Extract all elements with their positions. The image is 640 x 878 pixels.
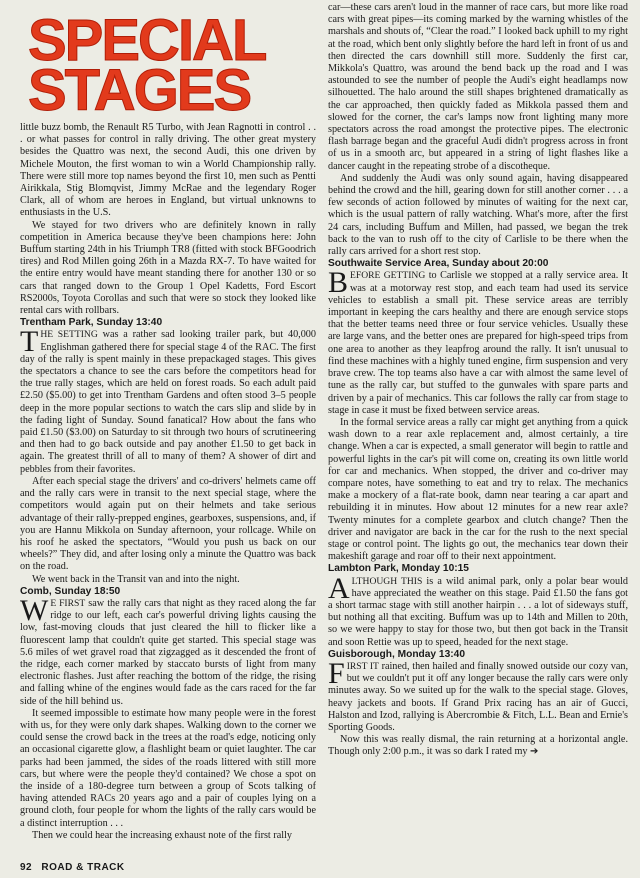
- section-heading-trentham: Trentham Park, Sunday 13:40: [20, 317, 163, 329]
- paragraph: [328, 734, 628, 758]
- drop-cap: F: [328, 656, 345, 690]
- section-opening-paragraph: [328, 266, 628, 416]
- left-column: [20, 2, 316, 860]
- section-heading-guisborough: Guisborough, Monday 13:40: [328, 648, 465, 660]
- small-caps-lead: E FIRST: [50, 597, 86, 609]
- headline-line-2: STAGES: [28, 58, 251, 123]
- magazine-name: ROAD & TRACK: [41, 862, 125, 873]
- small-caps-lead: EFORE GETTING: [350, 270, 426, 282]
- section-heading-lambton: Lambton Park, Monday 10:15: [328, 563, 469, 575]
- small-caps-lead: HE SETTING: [40, 329, 98, 341]
- drop-cap: W: [20, 593, 49, 627]
- section-heading-comb: Comb, Sunday 18:50: [20, 585, 121, 597]
- paragraph: Then we could hear the increasing exhaust note of the first rally: [32, 829, 292, 841]
- paragraph: We went back in the Transit van and into the night.: [32, 573, 240, 585]
- small-caps-lead: IRST IT: [346, 660, 379, 672]
- paragraph: After each special stage the drivers' and co-drivers' helmets came off and the rally cars were in transit to the next special stage, where the competitors would again put on their helmets and take serious advantage of their rally-prepped engines, gearboxes, suspensions, and, if you are Hannu Mikkola on Sunday afternoon, your rollcage. While on his roof he asked the spectators, “Would you push us back on our wheels?” They did, and after losing only a minute the Quattro was back on the road.: [20, 475, 316, 573]
- drop-cap: B: [328, 266, 349, 300]
- paragraph: It seemed impossible to estimate how many people were in the forest with us, for they were only dark shapes. Walking down to the corner we could sense the crowd back in the trees at the road's edge, noticing only an occasional cigarette glow, a flashlight beam or quiet laughter. The car parks had been jammed, the sides of the roads littered with still more cars, but where were the people they'd contained? We chose a spot on the inside of a 180-degree turn between a group of Scots talking of having attended RACs 20 years ago and a pair of couples lying on a ground cloth, four people for whom the lights of the rally cars would be a distinct interruption . . .: [20, 707, 316, 829]
- continued-arrow-icon: ➔: [530, 746, 539, 758]
- page-footer: [20, 862, 125, 873]
- paragraph-text: rained, then hailed and finally snowed outside our cozy van, but we couldn't put it off any longer because the rally cars were only minutes away. So we suited up for the walk to the special stage. Gloves, heavy jackets and boots. If Grand Prix racing has an air of Gucci, Halston and Izod, rallying is Abercrombie & Fitch, L.L. Bean and Ernie's Sporting Goods.: [328, 660, 628, 733]
- paragraph: We stayed for two drivers who are definitely known in rally competition in America because they've been champions here: John Buffum starting 24th in his Triumph TR8 (fitted with stock BFGoodrich tires) and Rod Millen going 26th in a Mazda RX-7. To have waited for the entire entry would have meant standing there for another 130 or so cars that ranged down to the Group 1 Opel Kadetts, Ford Escort RS2000s, Toyota Corollas and such that were so stock they looked like rental cars with rollbars.: [20, 219, 316, 317]
- drop-cap: A: [328, 571, 350, 605]
- paragraph-text: to Carlisle we stopped at a rally service area. It was at a motorway rest stop, and each team had used its service vehicles to establish a small pit. These service areas are terribly important in keeping the cars healthy and there are enough service stops that the better teams need three or four service vehicles. Usually these are large vans, and the better ones are prepared for high-speed trips from one area to another as they leapfrog around the rally. It isn't unusual to find these machines with a highly tuned engine, firm suspension and very brave crew. The top teams also have a car with almost the same level of tune as the rally car, but stuffed to the gunwales with spare parts and driven by a pair of mechanics. This car follows the rally car from stage to stage in case it must be fixed between service areas.: [328, 270, 628, 416]
- paragraph: little buzz bomb, the Renault R5 Turbo, with Jean Ragnotti in control . . . or what passes for control in rally driving. The other great mystery besides the Quattro was next, the second Audi, this one driven by Michele Mouton, the first woman to win a World Championship rally. There were still more top names beyond the first 10, men such as Pentti Airikkala, Stig Blomqvist, Jimmy McRae and the legendary Roger Clark, all of whom are heroes in England, but virtual unknowns to enthusiasts in the U.S.: [20, 122, 316, 219]
- section-opening-paragraph: [20, 325, 316, 475]
- paragraph-text: is a wild animal park, only a polar bear would have appreciated the weather on this stage. Paid £1.50 the fans got a short tarmac stage with still another hairpin . . . a lot of sideways stuff, but nothing all that exciting. Buffum was up to 14th and Millen to 20th, so we were happy to stay for those two, but then got back in the Transit and soon Rettie was up to speed, headed for the next stage.: [328, 575, 628, 648]
- paragraph-text: was a rather sad looking trailer park, but 40,000 Englishman gathered there for special stage 4 of the RAC. The first day of the rally is spent mainly in these prepackaged stages. This gives the spectators a chance to see the cars before the competitors head for the true rally stages, which are held on forest roads. So each adult paid £2.50 ($5.00) to get into Trentham Gardens and often stood 3–5 people deep in the more popular sections to watch the cars slip and slide by in the fading light of Sunday. Sound fanatical? How about the fans who paid £1.50 ($3.00) on Saturday to sit through two hours of scrutineering and then had to go back outside and pay another £1.50 to get back in again. The greatest thrill of all to many of them? A shower of dirt and pebbles from their favorites.: [20, 329, 316, 475]
- right-column: [328, 2, 628, 872]
- headline: [28, 8, 316, 123]
- section-heading-southwaite: Southwaite Service Area, Sunday about 20:00: [328, 258, 549, 270]
- paragraph: In the formal service areas a rally car might get anything from a quick wash down to a rear axle replacement and, almost certainly, a tire change. When a car is expected, a small generator will begin to rattle and powerful lights in the car's pit will come on, creating its own little world for car and mechanics. When stopped, the driver and co-driver may compare notes, have something to eat and try to relax. The mechanics make a mockery of a flat-rate book, damn near tearing a car apart and rebuilding it in minutes. How about 12 minutes for a new rear axle? Twenty minutes for a complete gearbox and clutch change? Then the driver and navigator are back in the car for the rush to the next special stage or control point. The lights go out, the mechanics tear down their makeshift garage and roar off to their next appointment.: [328, 416, 628, 563]
- section-opening-paragraph: [328, 656, 628, 734]
- paragraph-text: saw the rally cars that night as they raced along the far ridge to our left, each car's powerful driving lights causing the low, fast-moving clouds that just cleared the hill to flicker like a fluorescent lamp that couldn't quite get started. This special stage was 5.6 miles of wet gravel road that zigzagged as it descended the front of the ridge, each corner marked by staccato bursts of light from many electronic flashes. Just after reaching the bottom of the ridge, the rising and falling whine of the engines would fade as the cars raced for the far side of the hill behind us.: [20, 597, 316, 707]
- section-opening-paragraph: [20, 593, 316, 708]
- drop-cap: T: [20, 325, 39, 359]
- small-caps-lead: LTHOUGH THIS: [351, 575, 423, 587]
- paragraph: car—these cars aren't loud in the manner of race cars, but more like road cars with great pipes—its coming marked by the warning whistles of the marshals and shouts of, “Clear the road.” I looked back uphill to my right at the road, which bent only slightly before the hard left in front of us and then directed the cars downhill still more. Suddenly the first car, Mikkola's Quattro, was around the bend back up the road and I was astounded to see the number of people the Audi's eight headlamps now silhouetted. The halo around the still shapes brightened dramatically as the car approached, then quickly faded as Mikkola passed them and slowed for the corner, the car's lamps now front lighting many more spectators across the road amongst the protective pipes. The electronic flash barrage began and the graceful Audi didn't progress across in front of us in a smooth arc, but appeared in a string of light flashes like a dancer caught in the repeating strobe of a discotheque.: [328, 2, 628, 172]
- page-number: 92: [20, 862, 33, 873]
- headline-line-1: SPECIAL: [28, 8, 266, 73]
- paragraph: And suddenly the Audi was only sound again, having disappeared behind the crowd and the hill, gearing down for still another corner . . . a few seconds of action followed by minutes of waiting for the next car, which is the usual pattern of rally watching. What's more, after the first 24 cars, including Buffum and Millen, had passed, we began the trek back to the van to rush off to the city of Carlisle to be there when the rally cars arrived for a short rest stop.: [328, 172, 628, 258]
- paragraph-text: Now this was really dismal, the rain returning at a horizontal angle. Though only 2:00 p.m., it was so dark I rated my: [328, 734, 628, 758]
- section-opening-paragraph: [328, 571, 628, 649]
